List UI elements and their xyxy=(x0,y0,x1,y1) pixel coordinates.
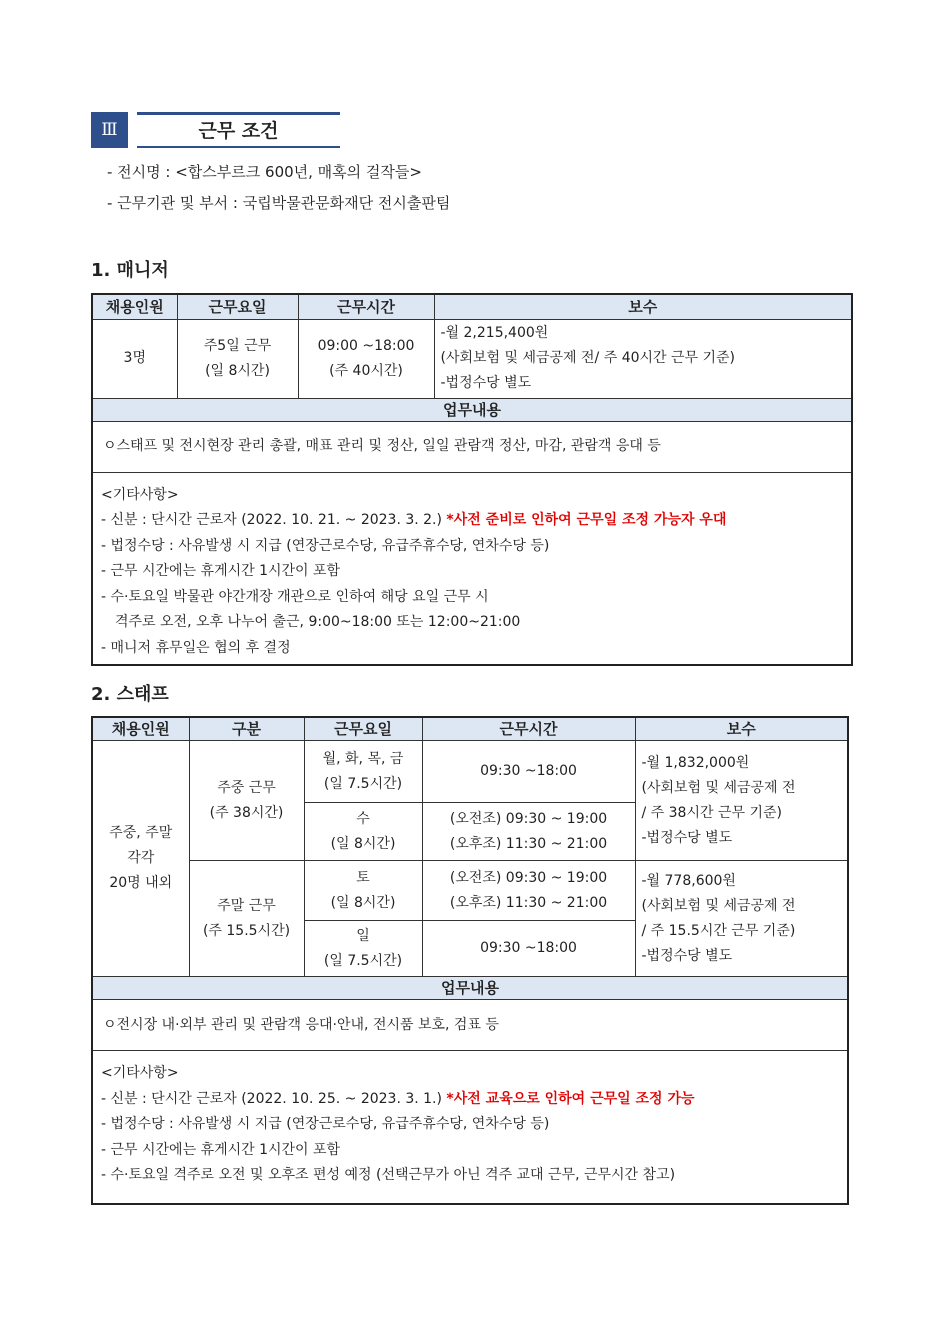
staff-count: 주중, 주말 각각 20명 내외 xyxy=(92,741,189,977)
manager-hours: 09:00 ~18:00 (주 40시간) xyxy=(298,319,434,398)
header-days: 근무요일 xyxy=(304,717,422,741)
note-allowance: - 법정수당 : 사유발생 시 지급 (연장근로수당, 유급주휴수당, 연차수당 등) xyxy=(101,537,550,554)
manager-duty: ㅇ스태프 및 전시현장 관리 총괄, 매표 관리 및 정산, 일일 관람객 정산, 마감, 관람객 응대 등 xyxy=(92,421,852,472)
header-hours: 근무시간 xyxy=(298,294,434,319)
staff-duty-header: 업무내용 xyxy=(92,977,848,1000)
staff-heading: 2. 스태프 xyxy=(91,684,169,705)
header-pay: 보수 xyxy=(434,294,852,319)
notes-title: <기타사항> xyxy=(101,486,179,503)
note-shift: 격주로 오전, 오후 나누어 출근, 9:00~18:00 또는 12:00~21:00 xyxy=(115,614,521,630)
header-days: 근무요일 xyxy=(177,294,298,319)
note-allowance: - 법정수당 : 사유발생 시 지급 (연장근로수당, 유급주휴수당, 연차수당 등) xyxy=(101,1116,550,1132)
row-hours: (오전조) 09:30 ~ 19:00 (오후조) 11:30 ~ 21:00 xyxy=(422,803,635,861)
weekend-label: 주말 근무 (주 15.5시간) xyxy=(189,861,304,977)
staff-notes xyxy=(92,1051,848,1204)
row-days: 수 (일 8시간) xyxy=(304,803,422,861)
row-days: 일 (일 7.5시간) xyxy=(304,921,422,977)
manager-table xyxy=(91,293,853,666)
header-hours: 근무시간 xyxy=(422,717,635,741)
department: - 근무기관 및 부서 : 국립박물관문화재단 전시출판팀 xyxy=(107,194,451,212)
row-hours: (오전조) 09:30 ~ 19:00 (오후조) 11:30 ~ 21:00 xyxy=(422,861,635,921)
manager-count: 3명 xyxy=(92,319,177,398)
weekday-pay: -월 1,832,000원 (사회보험 및 세금공제 전 / 주 38시간 근무 기준) -법정수당 별도 xyxy=(635,741,848,861)
section-title-box xyxy=(137,112,340,148)
manager-days: 주5일 근무 (일 8시간) xyxy=(177,319,298,398)
row-hours: 09:30 ~18:00 xyxy=(422,741,635,803)
section-title: 근무 조건 xyxy=(198,120,279,142)
staff-duty: ㅇ전시장 내·외부 관리 및 관람객 응대·안내, 전시품 보호, 검표 등 xyxy=(92,1000,848,1051)
row-days: 월, 화, 목, 금 (일 7.5시간) xyxy=(304,741,422,803)
notes-title: <기타사항> xyxy=(101,1065,179,1081)
note-break: - 근무 시간에는 휴게시간 1시간이 포함 xyxy=(101,1141,341,1158)
staff-table xyxy=(91,716,849,1205)
section-number: Ⅲ xyxy=(91,112,128,148)
note-shift: - 수·토요일 격주로 오전 및 오후조 편성 예정 (선택근무가 아닌 격주 교대 근무, 근무시간 참고) xyxy=(101,1167,676,1183)
note-day-off: - 매니저 휴무일은 협의 후 결정 xyxy=(101,639,291,656)
manager-heading: 1. 매니저 xyxy=(91,260,169,281)
manager-notes xyxy=(92,472,852,665)
row-hours: 09:30 ~18:00 xyxy=(422,921,635,977)
weekday-label: 주중 근무 (주 38시간) xyxy=(189,741,304,861)
note-status: - 신분 : 단시간 근로자 (2022. 10. 25. ~ 2023. 3. 1.) *사전 교육으로 인하여 근무일 조정 가능 xyxy=(101,1090,695,1107)
weekend-pay: -월 778,600원 (사회보험 및 세금공제 전 / 주 15.5시간 근무 기준) -법정수당 별도 xyxy=(635,861,848,977)
note-status: - 신분 : 단시간 근로자 (2022. 10. 21. ~ 2023. 3. 2.) *사전 준비로 인하여 근무일 조정 가능자 우대 xyxy=(101,512,727,528)
exhibition-name: - 전시명 : <합스부르크 600년, 매혹의 걸작들> xyxy=(107,163,422,181)
manager-duty-header: 업무내용 xyxy=(92,398,852,421)
header-pay: 보수 xyxy=(635,717,848,741)
note-night-open: - 수·토요일 박물관 야간개장 개관으로 인하여 해당 요일 근무 시 xyxy=(101,588,489,605)
row-days: 토 (일 8시간) xyxy=(304,861,422,921)
header-headcount: 채용인원 xyxy=(92,717,189,741)
header-category: 구분 xyxy=(189,717,304,741)
manager-pay: -월 2,215,400원 (사회보험 및 세금공제 전/ 주 40시간 근무 기준) -법정수당 별도 xyxy=(434,319,852,398)
note-break: - 근무 시간에는 휴게시간 1시간이 포함 xyxy=(101,563,341,579)
header-headcount: 채용인원 xyxy=(92,294,177,319)
